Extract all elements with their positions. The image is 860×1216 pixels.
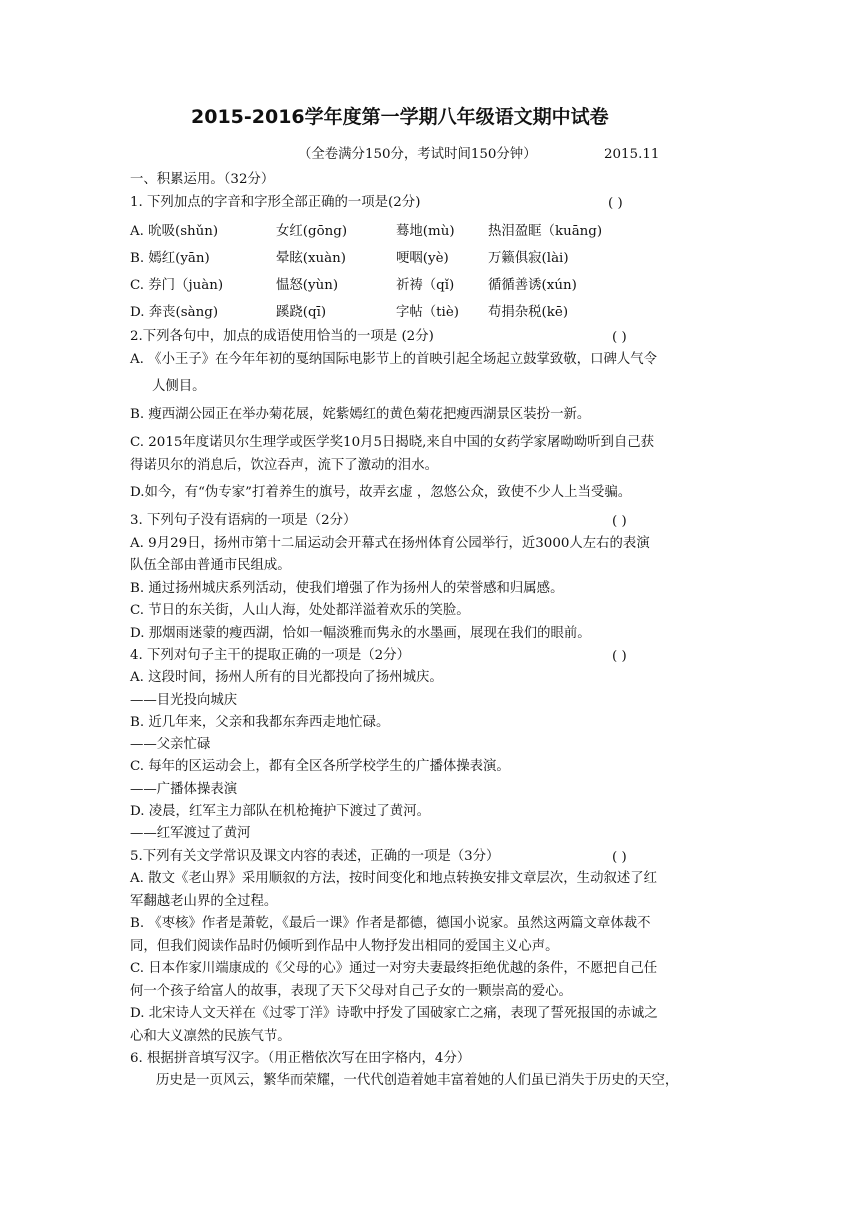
question-3-stem: 3. 下列句子没有语病的一项是（2分）	[130, 513, 357, 528]
question-2-option-c-cont: 得诺贝尔的消息后，饮泣吞声，流下了激动的泪水。	[130, 458, 438, 473]
option-cell: 愠怒(yùn)	[276, 278, 339, 293]
option-cell: 晕眩(xuàn)	[276, 251, 347, 266]
question-4-option-a: A. 这段时间，扬州人所有的目光都投向了扬州城庆。	[130, 670, 443, 685]
question-3-answer-blank[interactable]: ( )	[612, 514, 627, 529]
option-cell: 热泪盈眶（kuāng)	[488, 224, 603, 239]
question-1-option-b	[130, 247, 730, 266]
question-4-option-d: D. 凌晨，红军主力部队在机枪掩护下渡过了黄河。	[130, 804, 430, 819]
question-4-option-a-answer: ——目光投向城庆	[130, 693, 238, 708]
question-2-option-a: A. 《小王子》在今年年初的戛纳国际电影节上的首映引起全场起立鼓掌致敬，口碑人气令	[130, 352, 658, 367]
exam-subtitle: （全卷满分150分，考试时间150分钟）	[298, 147, 537, 162]
question-1-stem: 1. 下列加点的字音和字形全部正确的一项是(2分)	[130, 195, 421, 210]
question-5-option-c-cont: 何一个孩子给富人的故事，表现了天下父母对自己子女的一颗崇高的爱心。	[130, 984, 572, 999]
option-cell: 蹊跷(qī)	[276, 305, 327, 320]
question-4-option-d-answer: ——红军渡过了黄河	[130, 826, 251, 841]
question-2-option-a-cont: 人侧目。	[152, 379, 206, 394]
option-cell: 循循善诱(xún)	[488, 278, 577, 293]
option-cell: B. 嫣红(yān)	[130, 251, 210, 266]
question-1-option-c	[130, 274, 730, 293]
question-5-option-b-cont: 同，但我们阅读作品时仍倾听到作品中人物抒发出相同的爱国主义心声。	[130, 939, 559, 954]
option-cell: C. 券门（juàn)	[130, 278, 224, 293]
exam-title: 2015-2016学年度第一学期八年级语文期中试卷	[191, 106, 609, 128]
option-cell: 哽咽(yè)	[396, 251, 449, 266]
question-1-answer-blank[interactable]: ( )	[608, 196, 623, 211]
question-4-option-b-answer: ——父亲忙碌	[130, 737, 211, 752]
question-5-option-c: C. 日本作家川端康成的《父母的心》通过一对穷夫妻最终拒绝优越的条件，不愿把自己任	[130, 961, 658, 976]
question-3-option-a: A. 9月29日，扬州市第十二届运动会开幕式在扬州体育公园举行，近3000人左右的表演	[130, 536, 650, 551]
option-cell: D. 奔丧(sàng)	[130, 305, 219, 320]
option-cell: A. 吮吸(shǔn)	[130, 224, 219, 239]
question-2-answer-blank[interactable]: ( )	[612, 330, 627, 345]
option-cell: 万籁俱寂(lài)	[488, 251, 569, 266]
option-cell: 苟捐杂税(kē)	[488, 305, 569, 320]
section-heading: 一、积累运用。（32分）	[130, 172, 275, 187]
question-4-option-c: C. 每年的区运动会上，都有全区各所学校学生的广播体操表演。	[130, 759, 510, 774]
question-4-option-b: B. 近几年来，父亲和我都东奔西走地忙碌。	[130, 715, 390, 730]
question-1-option-d	[130, 301, 730, 320]
question-5-option-b: B. 《枣核》作者是萧乾，《最后一课》作者是都德，德国小说家。虽然这两篇文章体裁不	[130, 916, 651, 931]
question-1-option-a	[130, 220, 730, 239]
question-4-option-c-answer: ——广播体操表演	[130, 782, 238, 797]
question-6-passage: 历史是一页风云，繁华而荣耀，一代代创造着她丰富着她的人们虽已消失于历史的天空，	[156, 1073, 679, 1088]
question-4-stem: 4. 下列对句子主干的提取正确的一项是（2分）	[130, 648, 410, 663]
exam-date: 2015.11	[604, 147, 660, 162]
question-5-option-d: D. 北宋诗人文天祥在《过零丁洋》诗歌中抒发了国破家亡之痛，表现了誓死报国的赤诚之	[130, 1006, 658, 1021]
question-5-answer-blank[interactable]: ( )	[612, 850, 627, 865]
question-2-option-c: C. 2015年度诺贝尔生理学或医学奖10月5日揭晓,来自中国的女药学家屠呦呦听到自己获	[130, 435, 655, 450]
option-cell: 女红(gōng)	[276, 224, 348, 239]
question-3-option-c: C. 节日的东关街，人山人海，处处都洋溢着欢乐的笑脸。	[130, 603, 470, 618]
question-5-stem: 5.下列有关文学常识及课文内容的表述，正确的一项是（3分）	[130, 849, 500, 864]
option-cell: 祈祷（qǐ)	[396, 278, 455, 293]
question-5-option-a: A. 散文《老山界》采用顺叙的方法，按时间变化和地点转换安排文章层次，生动叙述了红	[130, 871, 658, 886]
question-3-option-b: B. 通过扬州城庆系列活动，使我们增强了作为扬州人的荣誉感和归属感。	[130, 581, 564, 596]
option-cell: 蓦地(mù)	[396, 224, 455, 239]
question-4-answer-blank[interactable]: ( )	[612, 649, 627, 664]
question-6-stem: 6. 根据拼音填写汉字。（用正楷依次写在田字格内，4分）	[130, 1051, 471, 1066]
question-2-option-d: D.如今，有“伪专家”打着养生的旗号，故弄玄虚 ，忽悠公众，致使不少人上当受骗。	[130, 485, 632, 500]
question-3-option-d: D. 那烟雨迷蒙的瘦西湖，恰如一幅淡雅而隽永的水墨画，展现在我们的眼前。	[130, 626, 591, 641]
question-5-option-d-cont: 心和大义凛然的民族气节。	[130, 1029, 291, 1044]
question-2-option-b: B. 瘦西湖公园正在举办菊花展，姹紫嫣红的黄色菊花把瘦西湖景区装扮一新。	[130, 407, 591, 422]
question-5-option-a-cont: 军翻越老山界的全过程。	[130, 894, 278, 909]
option-cell: 字帖（tiè)	[396, 305, 459, 320]
question-3-option-a-cont: 队伍全部由普通市民组成。	[130, 558, 291, 573]
question-2-stem: 2.下列各句中，加点的成语使用恰当的一项是 (2分)	[130, 329, 434, 344]
